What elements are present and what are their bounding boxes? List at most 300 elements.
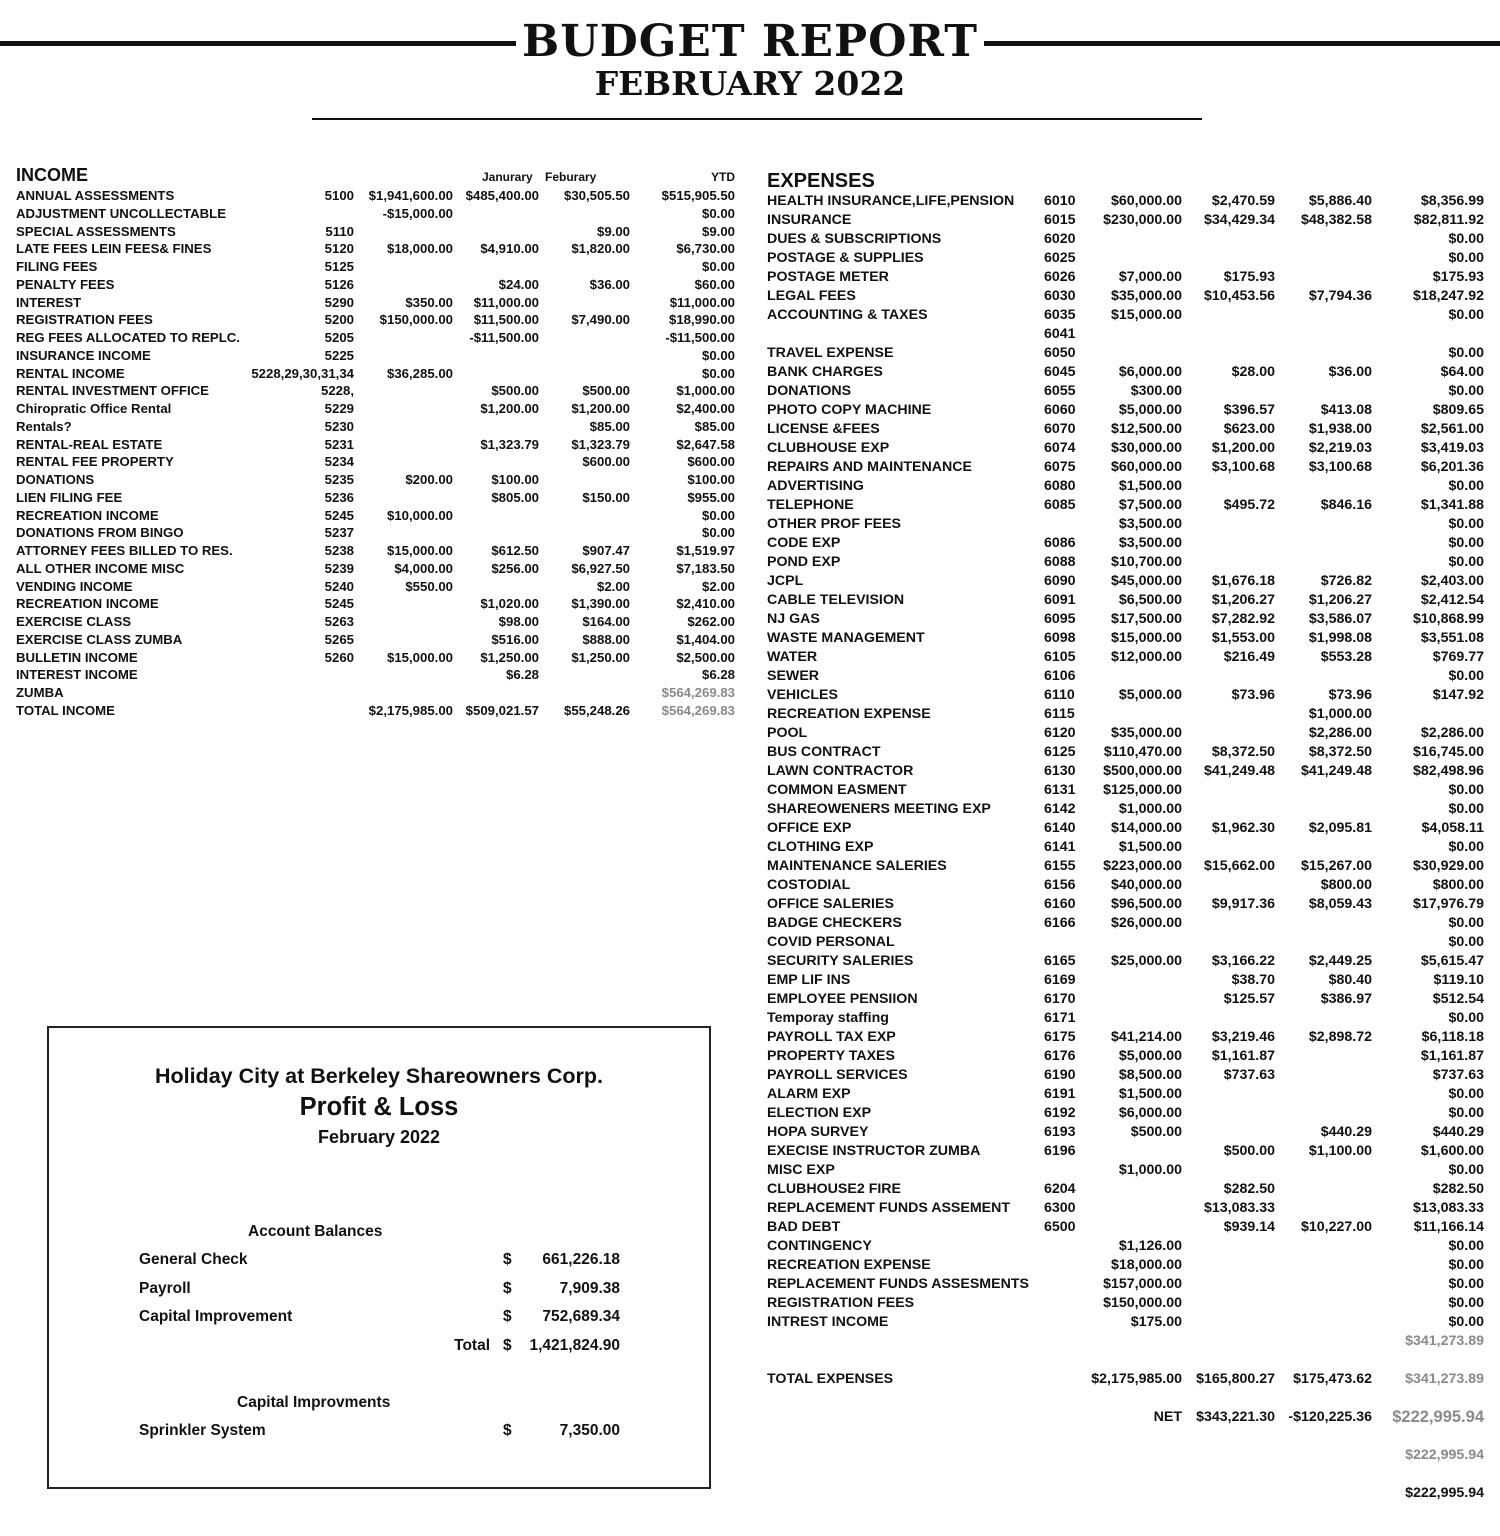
expense-ytd: $0.00: [1448, 1295, 1484, 1311]
expense-row: [0, 439, 1500, 458]
expense-budget: $40,000.00: [1110, 877, 1182, 893]
expense-ytd: $0.00: [1448, 1162, 1484, 1178]
expense-ytd: $1,341.88: [1420, 497, 1484, 513]
expense-january: $165,800.27: [1196, 1371, 1275, 1387]
expense-february: $440.29: [1320, 1124, 1372, 1140]
expense-ytd: $0.00: [1448, 1010, 1484, 1026]
income-name: INSURANCE INCOME: [16, 347, 151, 363]
expense-row: [0, 762, 1500, 781]
expense-code: 6170: [1044, 991, 1076, 1007]
expense-budget: $150,000.00: [1103, 1295, 1182, 1311]
expense-row: [0, 420, 1500, 439]
income-code: 5234: [324, 454, 354, 470]
expense-february: $553.28: [1320, 649, 1372, 665]
expense-code: 6196: [1044, 1143, 1076, 1159]
income-name: Rentals?: [16, 418, 72, 434]
income-ytd: $0.00: [701, 507, 735, 523]
net-january: $343,221.30: [1196, 1409, 1275, 1425]
income-ytd: -$11,500.00: [665, 330, 735, 345]
expense-row: [0, 477, 1500, 496]
expense-name: CABLE TELEVISION: [767, 592, 905, 608]
expense-february: $175,473.62: [1293, 1371, 1372, 1387]
expense-budget: $1,500.00: [1118, 478, 1182, 494]
expense-february: $15,267.00: [1300, 858, 1372, 874]
expense-budget: $230,000.00: [1103, 212, 1182, 228]
income-budget: $18,000.00: [386, 241, 453, 257]
expense-row: [0, 249, 1500, 268]
expense-code: 6131: [1044, 782, 1076, 798]
income-name: INTEREST: [16, 294, 82, 310]
expense-code: 6193: [1044, 1124, 1076, 1140]
income-code: 5228,29,30,31,34: [251, 365, 354, 381]
expense-code: 6190: [1044, 1067, 1076, 1083]
expense-ytd: $147.92: [1432, 687, 1484, 703]
income-ytd: $11,000.00: [669, 294, 735, 310]
expense-ytd: $0.00: [1448, 839, 1484, 855]
income-code: 5110: [325, 223, 354, 239]
income-name: RENTAL INCOME: [16, 365, 125, 381]
income-code: 5290: [324, 294, 354, 310]
expense-budget: $60,000.00: [1110, 193, 1182, 209]
expense-budget: $300.00: [1130, 383, 1182, 399]
income-name: FILING FEES: [16, 259, 98, 274]
expense-name: CONTINGENCY: [767, 1238, 872, 1254]
expense-january: $8,372.50: [1211, 744, 1275, 760]
income-ytd: $0.00: [701, 347, 735, 363]
expense-budget: $14,000.00: [1110, 820, 1182, 836]
expense-january: $737.63: [1223, 1067, 1275, 1083]
expense-budget: $8,500.00: [1118, 1067, 1182, 1083]
expense-row: [0, 629, 1500, 648]
income-code: 5260: [324, 649, 354, 665]
income-name: RECREATION INCOME: [16, 596, 159, 612]
income-col-february: Feburary: [545, 170, 597, 184]
expense-january: $1,206.27: [1211, 592, 1275, 608]
expense-row: [0, 838, 1500, 857]
expense-budget: $10,700.00: [1110, 554, 1182, 570]
pl-title: Profit & Loss: [299, 1093, 459, 1121]
expense-ytd: $16,745.00: [1412, 744, 1484, 760]
expense-row: [0, 572, 1500, 591]
expense-budget: $26,000.00: [1110, 915, 1182, 931]
expense-code: 6300: [1044, 1200, 1076, 1216]
income-name: ALL OTHER INCOME MISC: [16, 560, 185, 576]
income-ytd: $564,269.83: [661, 702, 735, 718]
income-ytd: $2,500.00: [676, 649, 735, 665]
expense-name: EMPLOYEE PENSIION: [767, 991, 918, 1007]
expense-ytd: $282.50: [1432, 1181, 1484, 1197]
expense-budget: $35,000.00: [1110, 288, 1182, 304]
expense-row: [0, 496, 1500, 515]
income-ytd: $1,519.97: [676, 543, 735, 558]
expense-code: 6074: [1044, 440, 1076, 456]
income-name: RENTAL INVESTMENT OFFICE: [16, 383, 209, 399]
expense-name: POOL: [767, 725, 808, 741]
expense-row: [0, 705, 1500, 724]
expense-february: $2,286.00: [1308, 725, 1372, 741]
expense-row: [0, 363, 1500, 382]
expense-code: 6169: [1044, 972, 1076, 988]
expense-budget: $157,000.00: [1103, 1276, 1182, 1292]
expense-name: TOTAL EXPENSES: [767, 1371, 894, 1387]
expense-january: $396.57: [1223, 402, 1275, 418]
expense-name: REPLACEMENT FUNDS ASSEMENT: [767, 1200, 1011, 1216]
expense-name: COVID PERSONAL: [767, 934, 895, 950]
expense-january: $216.49: [1223, 649, 1275, 665]
income-february: $907.47: [582, 543, 630, 558]
expense-code: 6088: [1044, 554, 1076, 570]
balance-currency: $: [503, 1280, 512, 1297]
expense-row: [0, 819, 1500, 838]
expense-ytd: $1,161.87: [1420, 1048, 1484, 1064]
income-budget: $15,000.00: [386, 649, 453, 665]
expense-code: 6175: [1044, 1029, 1076, 1045]
expense-february: $846.16: [1320, 497, 1372, 513]
income-february: $9.00: [596, 223, 630, 239]
expense-budget: $2,175,985.00: [1091, 1371, 1182, 1387]
expense-ytd: $0.00: [1448, 307, 1484, 323]
expense-budget: $1,500.00: [1118, 1086, 1182, 1102]
expense-ytd: $30,929.00: [1412, 858, 1484, 874]
expense-january: $1,676.18: [1211, 573, 1275, 589]
income-code: 5230: [324, 418, 354, 434]
expense-name: REPAIRS AND MAINTENANCE: [767, 459, 972, 475]
income-code: 5240: [324, 578, 354, 594]
expense-ytd: $11,166.14: [1413, 1219, 1484, 1235]
expense-february: $2,898.72: [1308, 1029, 1372, 1045]
expense-budget: $3,500.00: [1118, 535, 1182, 551]
expense-name: WATER: [767, 649, 818, 665]
balance-row-capital-improvement: [49, 1307, 709, 1327]
income-name: DONATIONS FROM BINGO: [16, 525, 184, 541]
expense-code: 6192: [1044, 1105, 1076, 1121]
expense-name: DUES & SUBSCRIPTIONS: [767, 231, 942, 247]
income-code: 5239: [324, 560, 354, 576]
income-ytd: $60.00: [694, 276, 735, 292]
expense-january: $3,219.46: [1211, 1029, 1275, 1045]
expense-name: PHOTO COPY MACHINE: [767, 402, 932, 418]
expense-name: ALARM EXP: [767, 1086, 851, 1102]
expense-budget: $1,126.00: [1118, 1238, 1182, 1254]
expense-february: $800.00: [1320, 877, 1372, 893]
income-code: 5245: [324, 596, 354, 612]
expense-ytd: $5,615.47: [1420, 953, 1484, 969]
expense-ytd: $800.00: [1432, 877, 1484, 893]
income-january: $485,400.00: [465, 188, 539, 203]
income-january: $11,500.00: [473, 312, 539, 328]
income-name: RENTAL-REAL ESTATE: [16, 436, 163, 452]
income-name: TOTAL INCOME: [16, 702, 115, 718]
income-ytd: $600.00: [687, 454, 735, 470]
expense-name: JCPL: [767, 573, 804, 589]
income-ytd: $564,269.83: [661, 685, 735, 700]
income-ytd: $85.00: [694, 418, 735, 434]
income-ytd: $18,990.00: [668, 312, 735, 328]
income-ytd: $0.00: [701, 259, 735, 274]
expense-name: LICENSE &FEES: [767, 421, 880, 437]
expense-name: SEWER: [767, 668, 820, 684]
expense-code: 6060: [1044, 402, 1076, 418]
expense-code: 6106: [1044, 668, 1076, 684]
net-repeat-value-2: $222,995.94: [1405, 1485, 1484, 1501]
expense-name: VEHICLES: [767, 687, 838, 703]
income-code: 5236: [324, 489, 354, 505]
income-february: $1,323.79: [571, 436, 630, 452]
expense-row: [0, 648, 1500, 667]
income-code: 5235: [324, 472, 354, 487]
expense-name: ELECTION EXP: [767, 1105, 872, 1121]
expense-budget: $15,000.00: [1110, 307, 1182, 323]
income-name: LATE FEES LEIN FEES& FINES: [16, 241, 212, 257]
expense-budget: $110,470.00: [1103, 744, 1182, 760]
expense-february: $1,206.27: [1308, 592, 1372, 608]
expense-name: OTHER PROF FEES: [767, 516, 902, 532]
expense-ytd: $82,498.96: [1412, 763, 1484, 779]
income-code: 5229: [324, 401, 354, 416]
income-february: $85.00: [589, 418, 630, 434]
expense-february: $2,449.25: [1308, 953, 1372, 969]
report-title: [0, 14, 1500, 70]
income-ytd: $6.28: [701, 667, 735, 683]
expense-code: 6055: [1044, 383, 1076, 399]
expense-budget: $5,000.00: [1118, 687, 1182, 703]
income-ytd: $0.00: [701, 365, 735, 381]
expense-budget: $7,500.00: [1118, 497, 1182, 513]
income-code: 5237: [324, 525, 354, 541]
expense-code: 6500: [1044, 1219, 1076, 1235]
expense-ytd: $2,403.00: [1420, 573, 1484, 589]
income-ytd: $2,410.00: [676, 596, 735, 612]
expense-budget: $30,000.00: [1110, 440, 1182, 456]
expense-name: PROPERTY TAXES: [767, 1048, 895, 1064]
income-budget: $36,285.00: [386, 365, 453, 381]
income-name: SPECIAL ASSESSMENTS: [16, 223, 176, 239]
expense-february: $8,059.43: [1308, 896, 1372, 912]
balance-total-currency: $: [503, 1337, 512, 1354]
expense-row: [0, 268, 1500, 287]
income-code: 5126: [324, 276, 354, 292]
expense-name: PAYROLL TAX EXP: [767, 1029, 896, 1045]
expense-row: [0, 800, 1500, 819]
expense-budget: $5,000.00: [1118, 402, 1182, 418]
improvement-row-sprinkler: [49, 1421, 709, 1441]
expense-february: $1,938.00: [1308, 421, 1372, 437]
income-january: $1,323.79: [480, 436, 539, 452]
income-ytd: $515,905.50: [661, 188, 735, 203]
expense-ytd: $0.00: [1448, 535, 1484, 551]
expense-january: $9,917.36: [1211, 896, 1275, 912]
income-ytd: $0.00: [701, 525, 735, 541]
expense-budget: $12,000.00: [1110, 649, 1182, 665]
expense-february: $41,249.48: [1300, 763, 1372, 779]
income-code: 5231: [324, 436, 354, 452]
income-budget: $550.00: [405, 578, 453, 594]
expense-code: 6015: [1044, 212, 1076, 228]
income-name: ZUMBA: [16, 685, 64, 700]
income-name: REGISTRATION FEES: [16, 312, 153, 328]
income-january: $1,250.00: [480, 649, 539, 665]
expense-january: $3,100.68: [1211, 459, 1275, 475]
expense-name: CODE EXP: [767, 535, 841, 551]
expense-name: MAINTENANCE SALERIES: [767, 858, 947, 874]
expense-february: $8,372.50: [1308, 744, 1372, 760]
expense-january: $73.96: [1231, 687, 1275, 703]
expense-row: [0, 971, 1500, 990]
expense-ytd: $10,868.99: [1412, 611, 1484, 627]
expense-name: EMP LIF INS: [767, 972, 851, 988]
expense-code: 6142: [1044, 801, 1076, 817]
expense-ytd: $4,058.11: [1421, 820, 1484, 836]
expense-code: 6156: [1044, 877, 1076, 893]
expense-row: [0, 344, 1500, 363]
expense-code: 6130: [1044, 763, 1076, 779]
income-february: $1,200.00: [571, 401, 630, 416]
expense-code: 6095: [1044, 611, 1076, 627]
expense-january: $13,083.33: [1203, 1200, 1275, 1216]
improvement-amount: 7,350.00: [559, 1422, 620, 1439]
expense-row: [0, 534, 1500, 553]
net-repeat-value-1: $222,995.94: [1405, 1447, 1484, 1463]
account-balances-heading: Account Balances: [248, 1223, 383, 1240]
expense-ytd: $0.00: [1448, 1257, 1484, 1273]
income-budget: $10,000.00: [386, 507, 453, 523]
expense-name: WASTE MANAGEMENT: [767, 630, 925, 646]
expense-name: POSTAGE METER: [767, 269, 889, 285]
income-name: REG FEES ALLOCATED TO REPLC.: [16, 330, 240, 345]
expense-january: $175.93: [1223, 269, 1275, 285]
income-heading: INCOME: [16, 165, 88, 185]
income-name: RENTAL FEE PROPERTY: [16, 454, 174, 470]
expense-budget: $7,000.00: [1118, 269, 1182, 285]
expense-february: $726.82: [1320, 573, 1372, 589]
expense-budget: $5,000.00: [1118, 1048, 1182, 1064]
expense-budget: $18,000.00: [1110, 1257, 1182, 1273]
income-february: $1,390.00: [571, 596, 630, 612]
expense-january: $3,166.22: [1211, 953, 1275, 969]
expense-ytd: $737.63: [1432, 1067, 1484, 1083]
income-budget: $4,000.00: [394, 560, 453, 576]
expense-row: [0, 192, 1500, 211]
expense-code: 6098: [1044, 630, 1076, 646]
income-ytd: $100.00: [687, 472, 735, 487]
expense-row: [0, 401, 1500, 420]
expense-row: [0, 743, 1500, 762]
income-code: 5200: [324, 312, 354, 328]
expense-ytd: $2,286.00: [1420, 725, 1484, 741]
income-name: VENDING INCOME: [16, 578, 133, 594]
balance-label: General Check: [139, 1251, 248, 1268]
improvement-label: Sprinkler System: [139, 1422, 266, 1439]
expense-code: 6125: [1044, 744, 1076, 760]
profit-loss-panel: [47, 1026, 711, 1489]
header-divider: [312, 118, 1202, 120]
income-january: $98.00: [498, 614, 539, 629]
expense-january: $7,282.92: [1211, 611, 1275, 627]
expense-ytd: $512.54: [1432, 991, 1484, 1007]
expense-code: 6191: [1044, 1086, 1076, 1102]
income-col-january: Janurary: [482, 170, 533, 184]
income-name: Chiropratic Office Rental: [16, 401, 172, 416]
expense-name: CLOTHING EXP: [767, 839, 874, 855]
income-code: 5100: [324, 188, 354, 203]
expense-ytd: $0.00: [1448, 915, 1484, 931]
expense-ytd: $0.00: [1448, 231, 1484, 247]
expense-name: BANK CHARGES: [767, 364, 883, 380]
expense-february: $80.40: [1328, 972, 1372, 988]
expense-january: $1,200.00: [1211, 440, 1275, 456]
expense-ytd: $0.00: [1448, 1276, 1484, 1292]
expense-name: OFFICE SALERIES: [767, 896, 894, 912]
income-ytd: $2,400.00: [676, 401, 735, 416]
expense-budget: $6,000.00: [1118, 364, 1182, 380]
expense-ytd: $13,083.33: [1412, 1200, 1484, 1216]
expense-row: [0, 724, 1500, 743]
expense-code: 6025: [1044, 250, 1076, 266]
expense-row: [0, 990, 1500, 1009]
expense-name: POND EXP: [767, 554, 841, 570]
income-january: $1,020.00: [480, 596, 539, 612]
income-january: $100.00: [491, 472, 539, 487]
expense-ytd: $0.00: [1448, 668, 1484, 684]
expense-row: [0, 686, 1500, 705]
expense-code: 6091: [1044, 592, 1076, 608]
income-ytd: $7,183.50: [676, 560, 735, 576]
income-february: $500.00: [582, 383, 630, 399]
expense-budget: $3,500.00: [1118, 516, 1182, 532]
expense-ytd: $18,247.92: [1412, 288, 1484, 304]
income-ytd: $6,730.00: [676, 241, 735, 257]
expense-code: 6020: [1044, 231, 1076, 247]
expense-january: $15,662.00: [1203, 858, 1275, 874]
expense-name: ADVERTISING: [767, 478, 864, 494]
expense-code: 6165: [1044, 953, 1076, 969]
expense-ytd: $1,600.00: [1420, 1143, 1484, 1159]
expense-code: 6080: [1044, 478, 1076, 494]
expense-february: $48,382.58: [1300, 212, 1372, 228]
income-name: ADJUSTMENT UNCOLLECTABLE: [16, 205, 227, 221]
expense-row: [0, 914, 1500, 933]
balance-currency: $: [503, 1251, 512, 1268]
balance-label: Capital Improvement: [139, 1308, 293, 1325]
income-code: 5265: [324, 631, 354, 647]
expense-row: [0, 667, 1500, 686]
expense-name: COSTODIAL: [767, 877, 851, 893]
income-january: $24.00: [498, 276, 539, 292]
expense-row: [0, 591, 1500, 610]
expense-ytd: $0.00: [1448, 478, 1484, 494]
expense-january: $2,470.59: [1211, 193, 1275, 209]
expense-row: [0, 876, 1500, 895]
expense-january: $38.70: [1231, 972, 1275, 988]
expense-ytd: $175.93: [1432, 269, 1484, 285]
expense-name: BAD DEBT: [767, 1219, 841, 1235]
expense-ytd: $0.00: [1448, 345, 1484, 361]
income-january: $256.00: [491, 560, 539, 576]
expense-february: $413.08: [1320, 402, 1372, 418]
expense-ytd: $2,412.54: [1420, 592, 1484, 608]
expense-code: 6115: [1044, 706, 1075, 722]
expense-ytd: $0.00: [1448, 250, 1484, 266]
expense-code: 6030: [1044, 288, 1076, 304]
expense-february: $7,794.36: [1308, 288, 1372, 304]
expense-budget: $17,500.00: [1110, 611, 1182, 627]
expense-code: 6026: [1044, 269, 1076, 285]
income-january: $500.00: [491, 383, 539, 399]
expense-name: HOPA SURVEY: [767, 1124, 869, 1140]
expense-name: HEALTH INSURANCE,LIFE,PENSION: [767, 193, 1015, 209]
expense-january: $125.57: [1223, 991, 1275, 1007]
expense-row: [0, 857, 1500, 876]
